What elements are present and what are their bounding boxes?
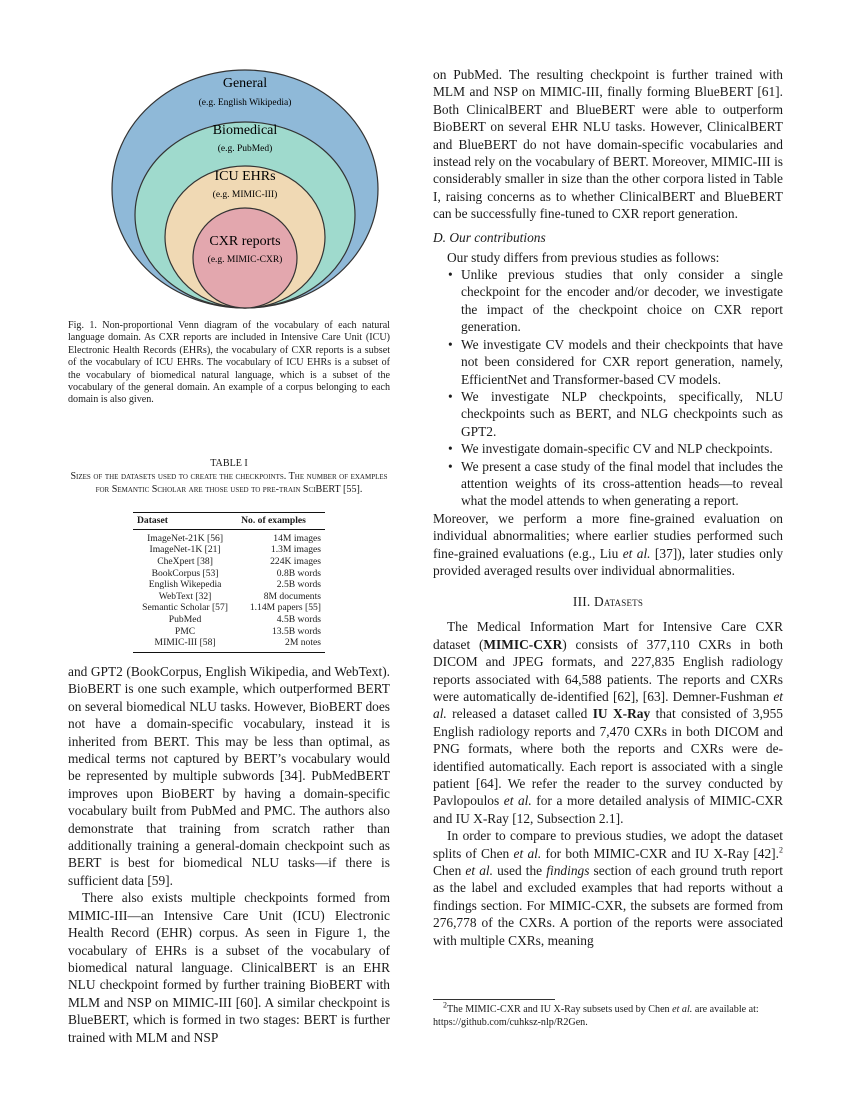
text-span: et al. bbox=[672, 1004, 693, 1015]
venn-general-example: (e.g. English Wikipedia) bbox=[198, 98, 292, 108]
left-body-text bbox=[68, 663, 390, 1046]
text-span: for a more detailed analysis of MIMIC-CXR and IU X-Ray [12, Subsection 2.1]. bbox=[433, 793, 783, 826]
table-row bbox=[133, 529, 325, 544]
table-row bbox=[133, 579, 325, 591]
venn-cxr-title: CXR reports bbox=[209, 234, 281, 249]
text-span: findings bbox=[546, 863, 590, 879]
body-paragraph: on PubMed. The resulting checkpoint is further trained with MLM and NSP on MIMIC-III, finally forming BlueBERT [61]. Both ClinicalBERT and BlueBERT were able to outperform BioBERT on several EHR NLU tasks. However, ClinicalBERT and BlueBERT do not have domain-specific vocabularies and instead rely on the vocabulary of BERT. Moreover, MIMIC-III is considerably smaller in size than the other corpora listed in Table I, raising concerns as to whether ClinicalBERT and BlueBERT can be successfully fine-tuned to CXR report generation. bbox=[433, 67, 783, 222]
right-column bbox=[433, 66, 783, 949]
table-label: TABLE I bbox=[210, 458, 248, 469]
table-row bbox=[133, 556, 325, 568]
table-cell-examples: 224K images bbox=[270, 556, 321, 567]
table-header-row bbox=[133, 513, 325, 530]
table-cell-dataset: MIMIC-III [58] bbox=[133, 637, 237, 652]
body-paragraph bbox=[433, 618, 783, 827]
table-cell-examples: 1.14M papers [55] bbox=[249, 602, 321, 614]
table-row bbox=[133, 544, 325, 556]
footnote-number: 2 bbox=[443, 1000, 447, 1010]
body-paragraph: Our study differs from previous studies as follows: bbox=[447, 249, 720, 265]
venn-diagram bbox=[108, 68, 384, 312]
section-heading: III. Datasets bbox=[572, 594, 644, 610]
text-span: MIMIC-CXR bbox=[483, 636, 563, 652]
table-cell-dataset: ImageNet-21K [56] bbox=[147, 532, 224, 544]
table-row bbox=[133, 637, 325, 652]
text-span: are available at: https://github.com/cuhksz-nlp/R2Gen. bbox=[433, 1004, 759, 1028]
table-cell-dataset: Semantic Scholar [57] bbox=[142, 602, 228, 614]
table-cell-dataset: English Wikepedia bbox=[148, 579, 222, 591]
table-cell-dataset: CheXpert [38] bbox=[157, 556, 213, 567]
text-span: used the bbox=[492, 863, 547, 879]
list-item-text: We investigate domain-specific CV and NLP checkpoints. bbox=[461, 441, 773, 457]
table-cell-examples: 2M notes bbox=[237, 637, 325, 652]
table-cell-examples: 13.5B words bbox=[271, 625, 321, 637]
text-span: released a dataset called bbox=[446, 706, 593, 722]
table-cell-dataset: PMC bbox=[174, 625, 196, 637]
table-caption: Sizes of the datasets used to create the checkpoints. The number of examples for Semantic Scholar are those used to pre-train SciBERT [55]. bbox=[70, 471, 388, 495]
table-cell-dataset: PubMed bbox=[168, 613, 202, 625]
text-span: that consisted of 3,955 English radiology reports and 7,470 CXRs in both DICOM and PNG formats, where both the reports and CXRs were de-identified automatically. Each report is associated with a single patient [64]. We refer the reader to the survey conducted by Pavlopoulos bbox=[433, 706, 784, 809]
list-item-text: Unlike previous studies that only consider a single checkpoint for the encoder and/or decoder, we investigate the impact of the checkpoint choice on CXR report generation. bbox=[461, 267, 783, 335]
venn-biomedical-example: (e.g. PubMed) bbox=[217, 144, 273, 154]
table-row bbox=[133, 626, 325, 638]
footnote-block bbox=[433, 999, 783, 1029]
text-span: et al. bbox=[465, 863, 493, 879]
text-span: The Medical Information Mart for Intensive Care CXR dataset ( bbox=[433, 619, 783, 652]
text-span: In order to compare to previous studies, we adopt the dataset splits of Chen bbox=[433, 828, 783, 861]
text-span: The MIMIC-CXR and IU X-Ray subsets used by Chen bbox=[447, 1004, 673, 1015]
text-span: Chen bbox=[433, 863, 466, 879]
table-cell-dataset: WebText [32] bbox=[158, 590, 212, 602]
text-span: et al. bbox=[433, 689, 783, 722]
table-row bbox=[133, 591, 325, 603]
body-paragraph bbox=[433, 510, 783, 580]
table-row bbox=[133, 614, 325, 626]
table-cell-examples: 8M documents bbox=[263, 590, 321, 602]
body-paragraph: and GPT2 (BookCorpus, English Wikipedia, and WebText). BioBERT is one such example, which outperformed BERT on several biomedical NLU tasks. However, BioBERT does not have a domain-specific vocabulary, instead it is inherited from BERT. This may be less than optimal, as medical terms not captured by BERT’s vocabulary would be represented by multiple subwords [34]. PubMedBERT improves upon BioBERT by having a domain-specific vocabulary built from PubMed and PMC. The authors also demonstrate that training from scratch rather than additionally training a general-domain checkpoint such as BERT is best for biomedical NLU tasks—if there is sufficient data [59]. bbox=[68, 664, 390, 888]
list-item: • We present a case study of the final model that includes the attention weights of its cross-attention heads—to reveal what the model attends to when generating a report. bbox=[448, 458, 783, 509]
table-cell-dataset: ImageNet-1K [21] bbox=[149, 544, 221, 556]
text-span: Moreover, we perform a more fine-grained evaluation on individual abnormalities; where earlier studies performed such fine-grained evaluations (e.g., Liu bbox=[433, 510, 783, 561]
list-item-text: We investigate NLP checkpoints, specifically, NLU checkpoints such as BERT, and NLG checkpoints such as GPT2. bbox=[461, 388, 783, 439]
table-block bbox=[68, 458, 390, 653]
text-span: section of each ground truth report as the label and excluded examples that had reports without a findings section. For MIMIC-CXR, the subsets are formed from 276,778 of the CXRs. A portion of the reports were associated with multiple CXRs, meaning bbox=[433, 863, 783, 948]
text-span: et al. bbox=[503, 793, 532, 809]
venn-icu-title: ICU EHRs bbox=[214, 169, 276, 184]
footnote-rule bbox=[433, 999, 555, 1000]
table-cell-examples: 2.5B words bbox=[276, 579, 321, 591]
table-row bbox=[133, 568, 325, 580]
text-span: et al. bbox=[622, 545, 651, 561]
table-cell-dataset: BookCorpus [53] bbox=[151, 567, 219, 579]
text-span: for both MIMIC-CXR and IU X-Ray [42]. bbox=[541, 845, 779, 861]
venn-cxr-example: (e.g. MIMIC-CXR) bbox=[207, 255, 283, 265]
text-span: et al. bbox=[513, 845, 542, 861]
footnote bbox=[433, 1000, 783, 1029]
venn-figure bbox=[108, 68, 384, 312]
list-item: • We investigate domain-specific CV and NLP checkpoints. bbox=[448, 441, 773, 457]
table-cell-examples: 1.3M images bbox=[270, 544, 321, 556]
figure-caption: Fig. 1. Non-proportional Venn diagram of the vocabulary of each natural language domain. As CXR reports are included in Intensive Care Unit (ICU) Electronic Health Records (EHRs), the vocabulary of CXR reports is a subset of the vocabulary of ICU EHRs. The vocabulary of ICU EHRs is a subset of the vocabulary of biomedical natural language, which is a subset of the vocabulary of the general domain. An example of a corpus belonging to each domain is also given. bbox=[68, 320, 390, 406]
footnote-marker: 2 bbox=[779, 845, 783, 855]
text-span: ) consists of 377,110 CXRs in both DICOM and JPEG formats, and 227,835 English radiology reports associated with 64,588 patients. The reports and CXRs were automatically de-identified [62], [63]. Demner-Fushman bbox=[433, 636, 783, 704]
contributions-list bbox=[433, 266, 783, 510]
table-cell-examples: 4.5B words bbox=[276, 613, 321, 625]
list-item-text: We investigate CV models and their checkpoints that have not been considered for CXR report generation, namely, EfficientNet and Transformer-based CV models. bbox=[461, 336, 783, 387]
table-cell-examples: 14M images bbox=[273, 532, 321, 544]
venn-icu-example: (e.g. MIMIC-III) bbox=[212, 190, 278, 200]
table-header-dataset: Dataset bbox=[133, 513, 237, 530]
text-span: IU X-Ray bbox=[592, 706, 651, 722]
subsection-heading: D. Our contributions bbox=[433, 229, 546, 245]
table-row bbox=[133, 602, 325, 614]
list-item-text: We present a case study of the final model that includes the attention weights of its cross-attention heads—to reveal what the model attends to when generating a report. bbox=[461, 458, 783, 509]
list-item: • Unlike previous studies that only consider a single checkpoint for the encoder and/or decoder, we investigate the impact of the checkpoint choice on CXR report generation. bbox=[448, 267, 783, 335]
body-paragraph: There also exists multiple checkpoints formed from MIMIC-III—an Intensive Care Unit (ICU) Electronic Health Record (EHR) corpus. As seen in Figure 1, the vocabulary of EHRs is a subset of the vocabulary of biomedical natural language. ClinicalBERT is an EHR NLU checkpoint formed by further training BioBERT with MLM and NSP on MIMIC-III [60]. A similar checkpoint is BlueBERT, which is formed in two stages: BERT is further trained with MLM and NSP bbox=[68, 890, 390, 1045]
datasets-table bbox=[133, 512, 325, 653]
table-header-examples: No. of examples bbox=[237, 513, 325, 530]
list-item: • We investigate NLP checkpoints, specifically, NLU checkpoints such as BERT, and NLG checkpoints such as GPT2. bbox=[448, 388, 783, 439]
venn-biomedical-title: Biomedical bbox=[212, 123, 278, 138]
list-item: • We investigate CV models and their checkpoints that have not been considered for CXR report generation, namely, EfficientNet and Transformer-based CV models. bbox=[448, 336, 783, 387]
text-span: [37]), later studies only provided averaged results over individual abnormalities. bbox=[433, 545, 784, 578]
table-cell-examples: 0.8B words bbox=[276, 567, 321, 579]
body-paragraph bbox=[433, 827, 783, 949]
venn-general-title: General bbox=[222, 76, 268, 91]
